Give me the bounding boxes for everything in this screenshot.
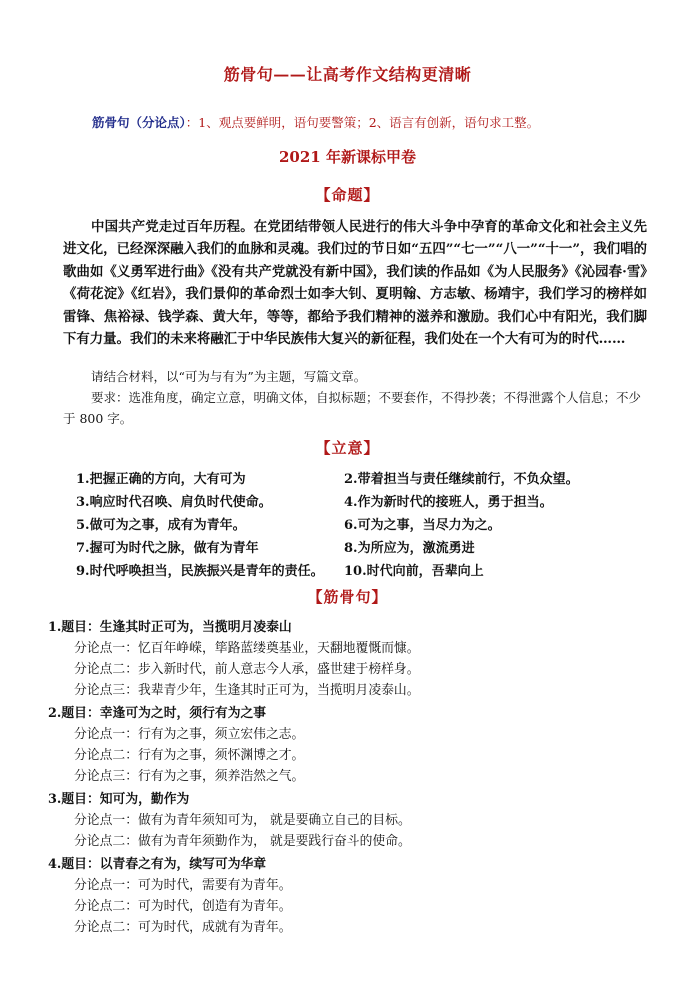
prompt-requirement: 要求：选准角度，确定立意，明确文体，自拟标题；不要套作，不得抄袭；不得泄露个人信息；不少于 800 字。 [63,390,642,426]
idea-item: 3.响应时代召唤、肩负时代使命。 [76,495,272,510]
jingu-topic: 2.题目：幸逢可为之时，须行有为之事 [48,706,267,721]
jingu-topic: 3.题目：知可为，勤作为 [48,792,190,807]
jingu-point: 分论点二：做有为青年须勤作为， 就是要践行奋斗的使命。 [74,834,411,849]
jingu-point: 分论点二：行有为之事，须怀渊博之才。 [74,748,305,763]
section-heading-liyi: 【立意】 [315,439,380,457]
jingu-point: 分论点二：可为时代，创造有为青年。 [74,899,292,914]
idea-item: 5.做可为之事，成有为青年。 [76,518,246,533]
idea-item: 4.作为新时代的接班人，勇于担当。 [344,495,553,510]
exam-year-heading: 2021 年新课标甲卷 [279,148,416,166]
jingu-point: 分论点三：我辈青少年，生逢其时正可为，当揽明月凌泰山。 [74,683,420,698]
page-title: 筋骨句——让高考作文结构更清晰 [223,65,472,84]
idea-item: 6.可为之事，当尽力为之。 [344,518,501,533]
prompt-instruction: 请结合材料，以“可为与有为”为主题，写篇文章。 [91,369,367,384]
jingu-point: 分论点一：行有为之事，须立宏伟之志。 [74,727,305,742]
jingu-topic: 4.题目：以青春之有为，续写可为华章 [48,857,267,872]
idea-item: 10.时代向前，吾辈向上 [344,564,484,579]
subtitle-line [92,113,539,131]
idea-item: 2.带着担当与责任继续前行，不负众望。 [344,472,579,487]
section-heading-mingti: 【命题】 [315,186,380,204]
idea-item: 7.握可为时代之脉，做有为青年 [76,541,259,556]
idea-item: 8.为所应为，激流勇进 [344,541,475,556]
jingu-topic: 1.题目：生逢其时正可为，当揽明月凌泰山 [48,620,292,635]
idea-item: 1.把握正确的方向，大有可为 [76,472,246,487]
idea-item: 9.时代呼唤担当，民族振兴是青年的责任。 [76,564,324,579]
jingu-point: 分论点一：忆百年峥嵘，筚路蓝缕奠基业，天翻地覆慨而慷。 [74,641,420,656]
subtitle-text: ：1、观点要鲜明，语句要警策；2、语言有创新，语句求工整。 [185,115,540,130]
prompt-material: 中国共产党走过百年历程。在党团结带领人民进行的伟大斗争中孕育的革命文化和社会主义先进文化，已经深深融入我们的血脉和灵魂。我们过的节日如“五四”“七一”“八一”“十一”，我们唱的歌曲如《义勇军进行曲》《没有共产党就没有新中国》，我们读的作品如《为人民服务》《沁园春·雪》《荷花淀》《红岩》，我们景仰的革命烈士如李大钊、夏明翰、方志敏、杨靖宇，我们学习的榜样如雷锋、焦裕禄、钱学森、黄大年，等等，都给予我们精神的滋养和激励。我们心中有阳光，我们脚下有力量。我们的未来将融汇于中华民族伟大复兴的新征程，我们处在一个大有可为的时代…… [63,219,647,348]
jingu-point: 分论点二：可为时代，成就有为青年。 [74,920,292,935]
subtitle-label: 筋骨句（分论点） [92,115,186,130]
jingu-point: 分论点三：行有为之事，须养浩然之气。 [74,769,305,784]
jingu-point: 分论点一：可为时代，需要有为青年。 [74,878,292,893]
jingu-point: 分论点一：做有为青年须知可为， 就是要确立自己的目标。 [74,813,411,828]
section-heading-jingu: 【筋骨句】 [307,588,388,606]
jingu-point: 分论点二：步入新时代，前人意志今人承，盛世建于榜样身。 [74,662,420,677]
